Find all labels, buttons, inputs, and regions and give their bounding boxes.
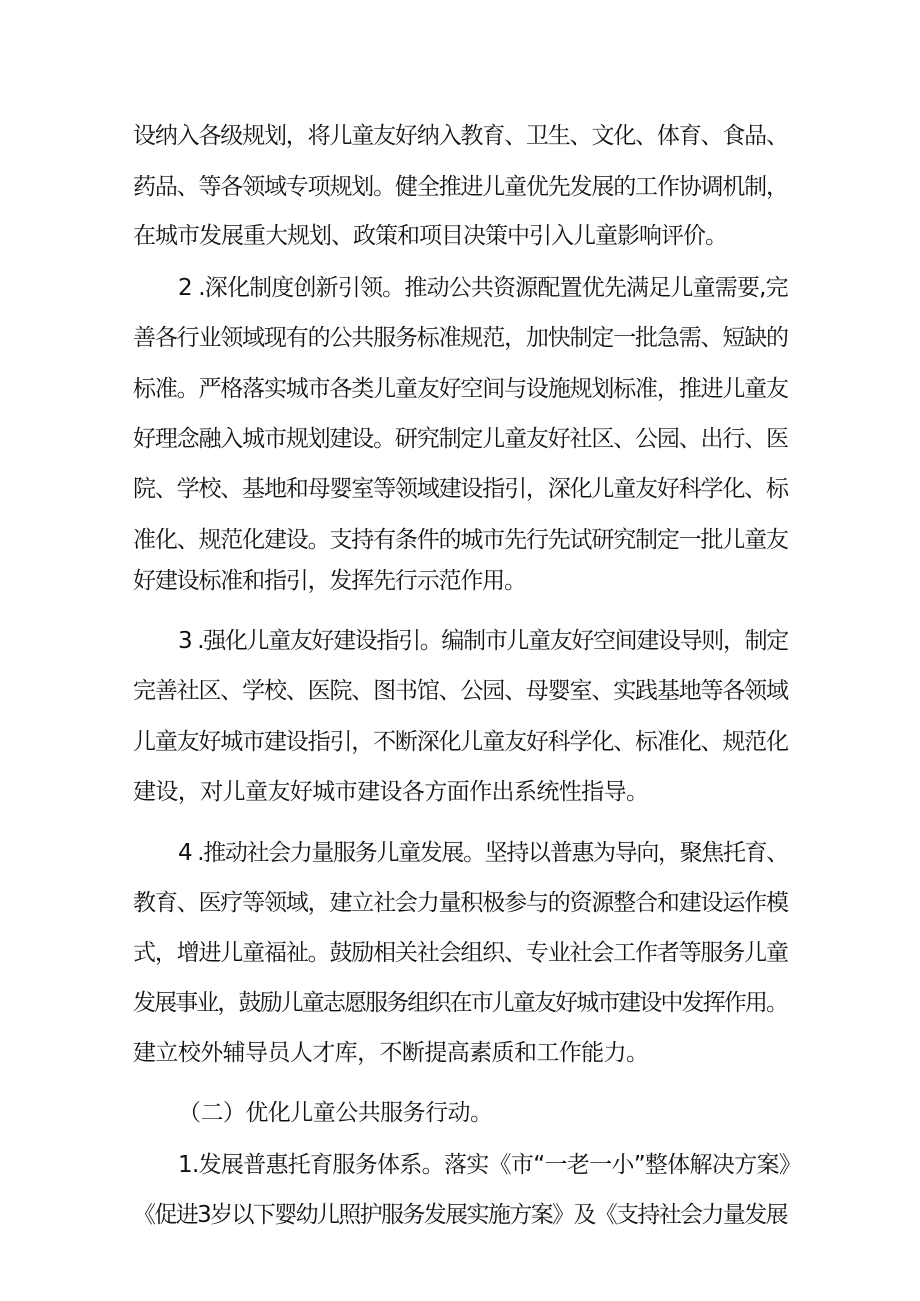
paragraph-1-heading-line: 1.发展普惠托育服务体系。落实《市“一老一小”整体解决方案》 [178,1152,802,1178]
text-line: 教育、医疗等领域，建立社会力量积极参与的资源整合和建设运作模 [133,890,788,916]
text-line: 式，增进儿童福祉。鼓励相关社会组织、专业社会工作者等服务儿童 [133,940,788,966]
text-line: 完善社区、学校、医院、图书馆、公园、母婴室、实践基地等各领域 [133,678,788,704]
paragraph-4-heading-line: 4 .推动社会力量服务儿童发展。坚持以普惠为导向，聚焦托育、 [178,840,788,866]
text-line: 准化、规范化建设。支持有条件的城市先行先试研究制定一批儿童友 [133,527,788,553]
text-line: 好理念融入城市规划建设。研究制定儿童友好社区、公园、出行、医 [133,426,788,452]
text-line: 善各行业领域现有的公共服务标准规范，加快制定一批急需、短缺的 [133,325,788,351]
text-line: 药品、等各领域专项规划。健全推进儿童优先发展的工作协调机制， [133,174,788,200]
paragraph-2-heading-line: 2 .深化制度创新引领。推动公共资源配置优先满足儿童需要,完 [178,275,788,301]
text-line: 建设，对儿童友好城市建设各方面作出系统性指导。 [133,779,649,805]
text-line: 发展事业，鼓励儿童志愿服务组织在市儿童友好城市建设中发挥作用。 [133,990,788,1016]
text-line: 院、学校、基地和母婴室等领域建设指引，深化儿童友好科学化、标 [133,476,788,502]
text-line: 《促进3岁以下婴幼儿照护服务发展实施方案》及《支持社会力量发展 [133,1202,787,1228]
paragraph-3-heading-line: 3 .强化儿童友好建设指引。编制市儿童友好空间建设导则，制定 [178,628,788,654]
text-line: 在城市发展重大规划、政策和项目决策中引入儿童影响评价。 [133,223,727,249]
text-line: 儿童友好城市建设指引，不断深化儿童友好科学化、标准化、规范化 [133,729,788,755]
text-line: 标准。严格落实城市各类儿童友好空间与设施规划标准，推进儿童友 [133,376,788,402]
text-line: 设纳入各级规划，将儿童友好纳入教育、卫生、文化、体育、食品、 [133,123,788,149]
section-heading: （二）优化儿童公共服务行动。 [178,1100,493,1126]
text-line: 建立校外辅导员人才库，不断提高素质和工作能力。 [133,1040,649,1066]
text-line: 好建设标准和指引，发挥先行示范作用。 [133,568,526,594]
